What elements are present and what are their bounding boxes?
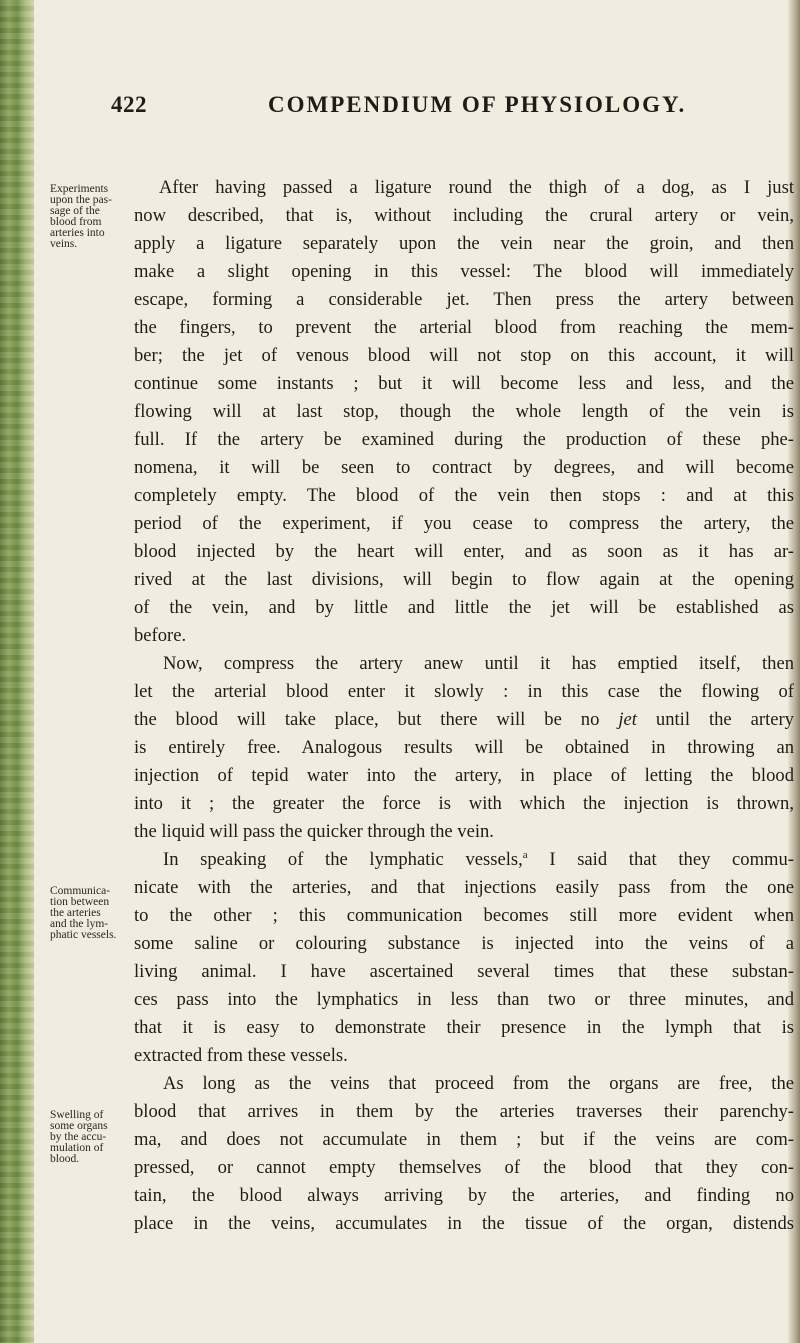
text-segment: In speaking of the lymphatic vessels, <box>163 849 523 870</box>
text-line: now described, that is, without including the crural artery or vein, <box>134 205 794 226</box>
text-segment: I said that they commu- <box>549 849 794 870</box>
text-line: continue some instants ; but it will become less and less, and the <box>134 373 794 394</box>
text-line: the liquid will pass the quicker through the vein. <box>134 821 494 842</box>
running-title: COMPENDIUM OF PHYSIOLOGY. <box>268 92 687 117</box>
text-line: to the other ; this communication becomes still more evident when <box>134 905 794 926</box>
side-note-line: the arteries <box>50 907 101 919</box>
footnote-mark: a <box>522 848 528 861</box>
side-note-line: blood. <box>50 1153 80 1165</box>
text-line: extracted from these vessels. <box>134 1045 348 1066</box>
side-note-experiments <box>50 184 122 250</box>
text-line: completely empty. The blood of the vein then stops : and at this <box>134 485 794 506</box>
text-line-with-footnote <box>163 846 794 874</box>
text-line: the fingers, to prevent the arterial blood from reaching the mem- <box>134 317 794 338</box>
side-note-communication <box>50 886 122 941</box>
text-line: ma, and does not accumulate in them ; but if the veins are com- <box>134 1129 794 1150</box>
side-note-line: upon the pas- <box>50 194 112 206</box>
text-line: living animal. I have ascertained several times that these substan- <box>134 961 794 982</box>
text-line: pressed, or cannot empty themselves of the blood that they con- <box>134 1157 794 1178</box>
side-note-line: Experiments <box>50 183 109 195</box>
side-note-line: arteries into <box>50 227 105 239</box>
text-line: nomena, it will be seen to contract by degrees, and will become <box>134 457 794 478</box>
text-line: let the arterial blood enter it slowly : in this case the flowing of <box>134 681 794 702</box>
text-line: is entirely free. Analogous results will be obtained in throwing an <box>134 737 794 758</box>
text-line-with-italic <box>134 706 794 734</box>
text-line: blood that arrives in them by the arteries traverses their parenchy- <box>134 1101 794 1122</box>
text-line: period of the experiment, if you cease to compress the artery, the <box>134 513 794 534</box>
text-line: flowing will at last stop, though the whole length of the vein is <box>134 401 794 422</box>
side-note-line: some organs <box>50 1120 108 1132</box>
text-line: some saline or colouring substance is injected into the veins of a <box>134 933 794 954</box>
page-number: 422 <box>111 92 147 117</box>
text-line: blood injected by the heart will enter, and as soon as it has ar- <box>134 541 794 562</box>
text-line: that it is easy to demonstrate their presence in the lymph that is <box>134 1017 794 1038</box>
text-line: rived at the last divisions, will begin to flow again at the opening <box>134 569 794 590</box>
text-line: of the vein, and by little and little the jet will be established as <box>134 597 794 618</box>
text-line: escape, forming a considerable jet. Then press the artery between <box>134 289 794 310</box>
text-line: ces pass into the lymphatics in less than two or three minutes, and <box>134 989 794 1010</box>
text-line: ber; the jet of venous blood will not stop on this account, it will <box>134 345 794 366</box>
text-line: After having passed a ligature round the thigh of a dog, as I just <box>159 177 794 198</box>
page-header <box>0 92 800 132</box>
side-note-line: Communica- <box>50 885 111 897</box>
side-note-swelling <box>50 1110 122 1165</box>
side-note-line: and the lym- <box>50 918 109 930</box>
text-line: make a slight opening in this vessel: The blood will immediately <box>134 261 794 282</box>
side-note-line: Swelling of <box>50 1109 104 1121</box>
text-line: apply a ligature separately upon the vein near the groin, and then <box>134 233 794 254</box>
text-line: injection of tepid water into the artery, in place of letting the blood <box>134 765 794 786</box>
side-note-line: mulation of <box>50 1142 104 1154</box>
side-note-line: blood from <box>50 216 102 228</box>
text-line: tain, the blood always arriving by the arteries, and finding no <box>134 1185 794 1206</box>
side-note-line: sage of the <box>50 205 100 217</box>
text-line: place in the veins, accumulates in the tissue of the organ, distends <box>134 1213 794 1234</box>
text-line: nicate with the arteries, and that injections easily pass from the one <box>134 877 794 898</box>
side-note-line: by the accu- <box>50 1131 107 1143</box>
text-line: Now, compress the artery anew until it has emptied itself, then <box>163 653 794 674</box>
side-note-line: phatic vessels. <box>50 929 117 941</box>
text-segment: until the artery <box>655 709 794 730</box>
emphasis-jet: jet <box>618 709 637 730</box>
book-binding-edge <box>0 0 34 1343</box>
side-note-line: tion between <box>50 896 110 908</box>
side-note-line: veins. <box>50 238 78 250</box>
text-segment: the blood will take place, but there will be no <box>134 709 600 730</box>
text-line: full. If the artery be examined during the production of these phe- <box>134 429 794 450</box>
text-line: As long as the veins that proceed from the organs are free, the <box>163 1073 794 1094</box>
text-line: into it ; the greater the force is with which the injection is thrown, <box>134 793 794 814</box>
text-line: before. <box>134 625 187 646</box>
